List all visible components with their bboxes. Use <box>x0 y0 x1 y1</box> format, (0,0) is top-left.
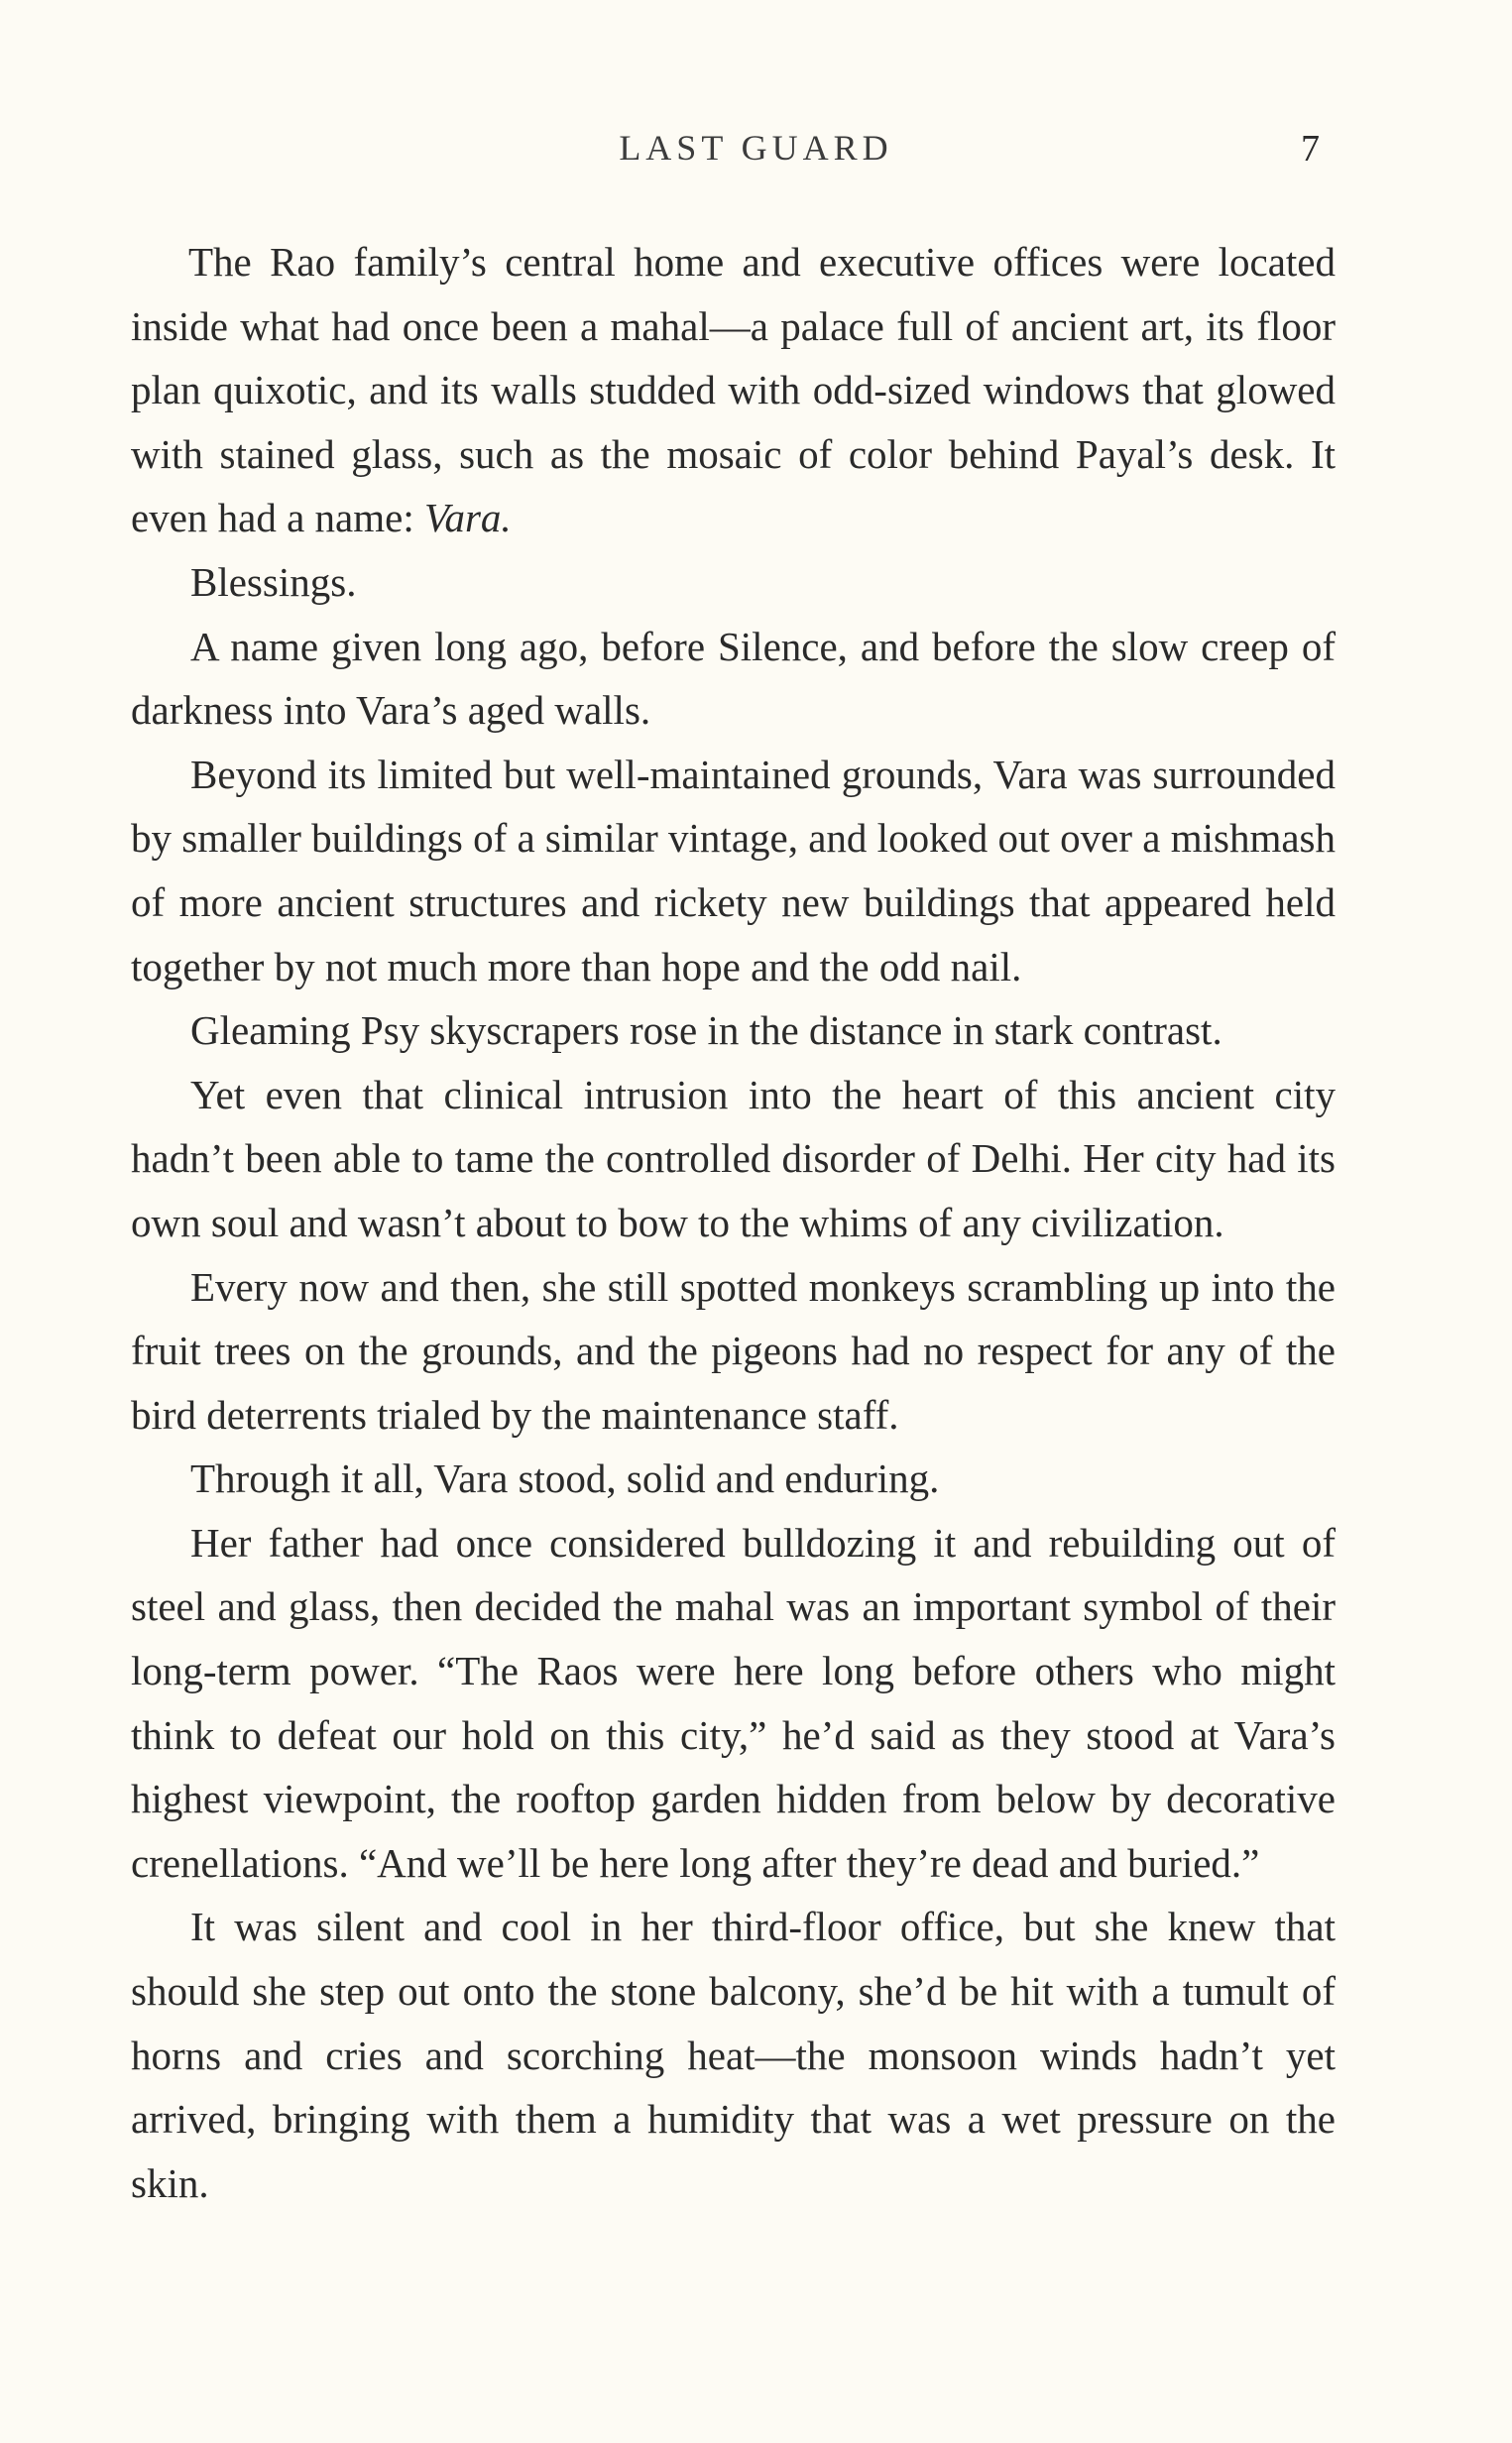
paragraph-6: Yet even that clinical intrusion into the heart of this ancient city hadn’t been able to tame the controlled disorder of Delhi. Her city had its own soul and wasn’t about to bow to the whims of any civilization. <box>131 1071 1336 1245</box>
paragraph-3: A name given long ago, before Silence, and before the slow creep of darkness into Vara’s aged walls. <box>131 623 1336 734</box>
paragraph-1 <box>131 230 1336 550</box>
paragraph-9: Her father had once considered bulldozing it and rebuilding out of steel and glass, then decided the mahal was an important symbol of their long-term power. “The Raos were here long before others who might think to defeat our hold on this city,” he’d said as they stood at Vara’s highest viewpoint, the rooftop garden hidden from below by decorative crenellations. “And we’ll be here long after they’re dead and buried.” <box>131 1519 1336 1886</box>
paragraph-10: It was silent and cool in her third-floor office, but she knew that should she step out onto the stone balcony, she’d be hit with a tumult of horns and cries and scorching heat—the monsoon winds hadn’t yet arrived, bringing with them a humidity that was a wet pressure on the skin. <box>131 1904 1336 2206</box>
paragraph-7: Every now and then, she still spotted monkeys scrambling up into the fruit trees on the grounds, and the pigeons had no respect for any of the bird deterrents trialed by the maintenance staff. <box>131 1263 1336 1438</box>
body-text <box>131 230 1336 2215</box>
paragraph-2: Blessings. <box>190 558 357 605</box>
paragraph-8: Through it all, Vara stood, solid and enduring. <box>190 1455 940 1502</box>
running-title: LAST GUARD <box>619 128 893 168</box>
page-number: 7 <box>1301 128 1320 170</box>
paragraph-text: The Rao family’s central home and executive offices were located inside what had once been a mahal—a palace full of ancient art, its floor plan quixotic, and its walls studded with odd-sized windows that glowed with stained glass, such as the mosaic of color behind Payal’s desk. It even had a name: <box>131 239 1336 541</box>
paragraph-4: Beyond its limited but well-maintained grounds, Vara was surrounded by smaller buildings of a similar vintage, and looked out over a mishmash of more ancient structures and rickety new buildings that appeared held together by not much more than hope and the odd nail. <box>131 751 1336 989</box>
paragraph-5: Gleaming Psy skyscrapers rose in the distance in stark contrast. <box>190 1007 1222 1054</box>
paragraph-italic: Vara. <box>423 495 512 541</box>
running-head <box>0 127 1512 176</box>
